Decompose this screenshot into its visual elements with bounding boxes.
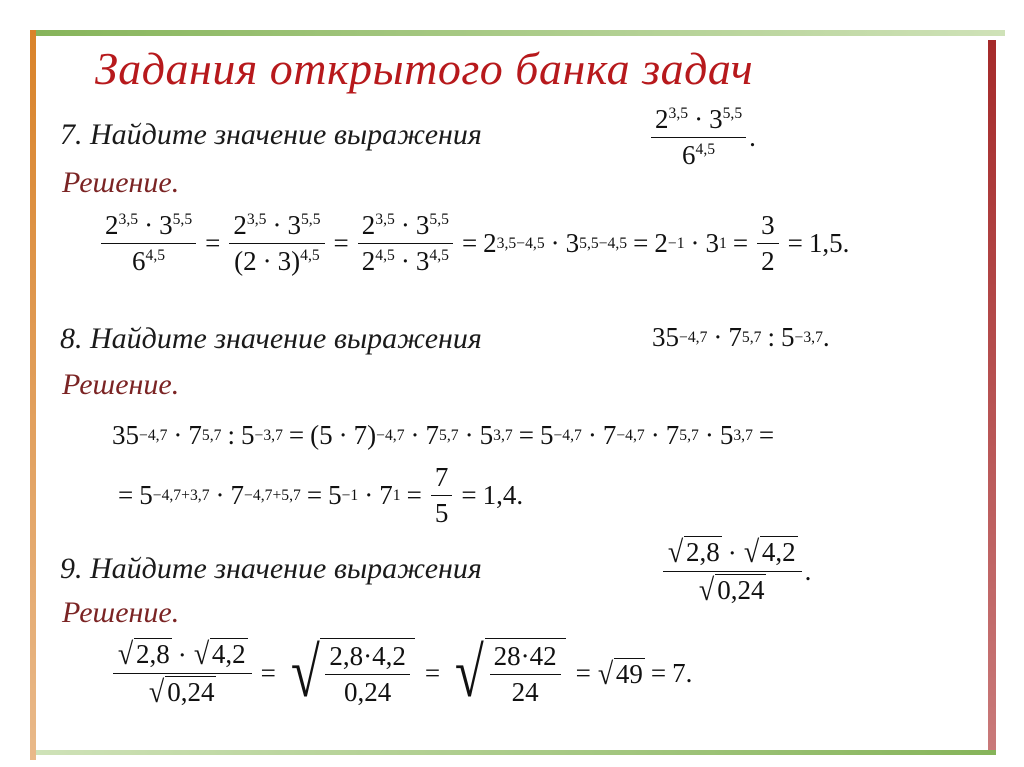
task9-solution-math: √ 2,8 · √ 4,2 √ 0,24 = √ $\frac{2,8\cdot 4,2}{0,24}$ = √ $\frac{28\cdot 42}{24}$ = √ 49 = 7. (110, 638, 692, 709)
left-orange-bar (30, 30, 36, 760)
right-red-bar (988, 40, 996, 755)
task8-expression: 35 −4,7 · 7 5,7 : 5 −3,7 . (652, 322, 830, 352)
task7-expression: $\frac{2^{3,5} \cdot 3^{5,5}}{6^{4,5}}$ . (648, 104, 756, 171)
task8-solution-line1: 35 −4,7 · 7 5,7 : 5 −3,7 = ( 5 · 7 ) −4,7 · 7 5,7 · 5 3,7 = 5 −4,7 · 7 −4,7 · 7 5,7 · 5 3,7 = (112, 420, 775, 450)
task9-expression: √ 2,8 · √ 4,2 √ 0,24 . (660, 536, 811, 607)
task8-solution-line2: = 5 −4,7+3,7 · 7 −4,7+5,7 = 5 −1 · 7 1 = $\frac{7}{5}$ = 1,4. (118, 462, 524, 528)
task7-solution-label: Решение. (62, 166, 180, 199)
slide-title: Задания открытого банка задач (95, 43, 754, 94)
bottom-green-bar (36, 750, 996, 755)
task9-solution-label: Решение. (62, 596, 180, 629)
task8-solution-label: Решение. (62, 368, 180, 401)
task9-prompt: 9. Найдите значение выражения (60, 552, 482, 585)
task7-solution-math: $\frac{2^{3,5} \cdot 3^{5,5}}{6^{4,5}}$ = $\frac{2^{3,5} \cdot 3^{5,5}}{(2 \cdot 3)^{4,5}}$ = $\frac{2^{3,5} \cdot 3^{5,5}}{2^{4,5} \cdot 3^{4,5}}$ = 2 3,5−4,5 · 3 5,5−4,5 = 2 −1 · 3 1 = $\frac{3}{2}$ = 1,5. (98, 210, 849, 277)
task7-prompt: 7. Найдите значение выражения (60, 118, 482, 151)
top-green-bar (30, 30, 1005, 36)
task8-prompt: 8. Найдите значение выражения (60, 322, 482, 355)
